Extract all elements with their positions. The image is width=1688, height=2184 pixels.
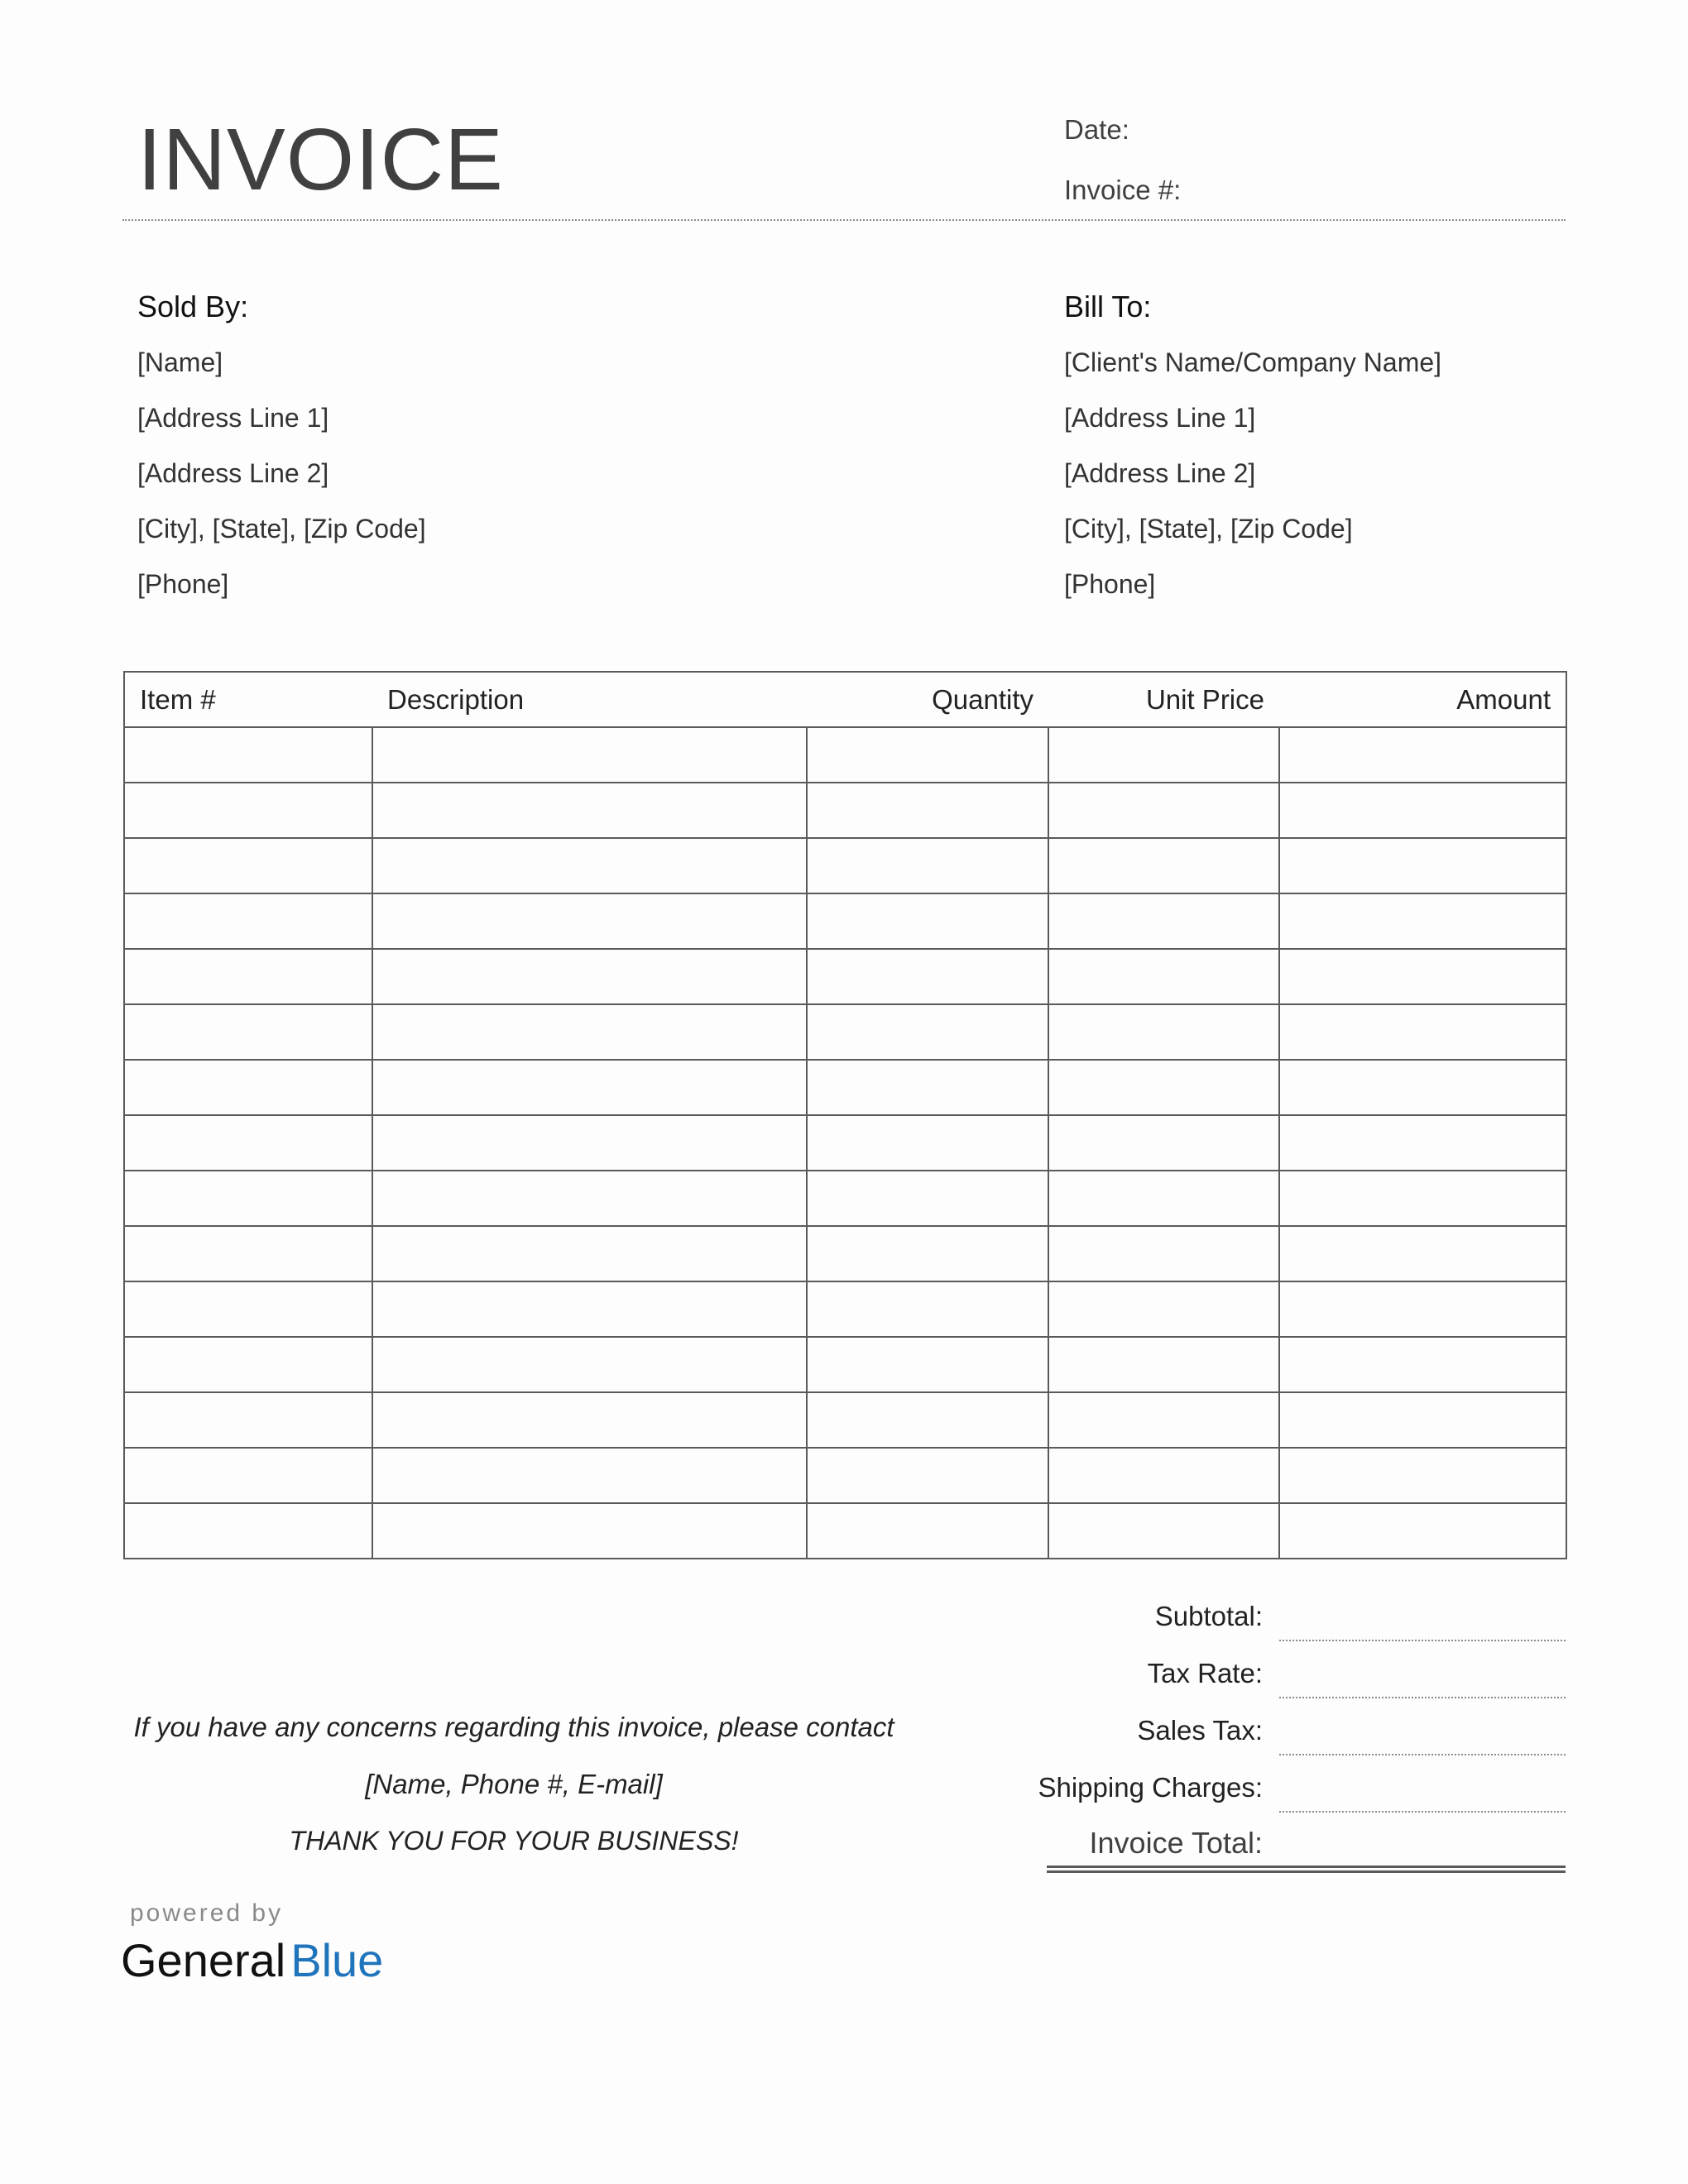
client-address-2: [Address Line 2] xyxy=(1064,458,1256,488)
sales-tax-field[interactable] xyxy=(1279,1754,1566,1755)
generalblue-logo xyxy=(121,1934,384,1986)
item-number-cell[interactable] xyxy=(124,1060,372,1115)
description-cell[interactable] xyxy=(372,1171,807,1226)
invoice-total-double-underline xyxy=(1047,1866,1566,1873)
item-number-cell[interactable] xyxy=(124,1226,372,1281)
quantity-cell[interactable] xyxy=(807,1337,1048,1392)
description-cell[interactable] xyxy=(372,1004,807,1060)
item-number-cell[interactable] xyxy=(124,1503,372,1559)
quantity-cell[interactable] xyxy=(807,1060,1048,1115)
header-divider xyxy=(122,219,1566,221)
quantity-cell[interactable] xyxy=(807,1392,1048,1448)
quantity-cell[interactable] xyxy=(807,1448,1048,1503)
description-cell[interactable] xyxy=(372,838,807,893)
bill-to-heading: Bill To: xyxy=(1064,290,1152,323)
description-cell[interactable] xyxy=(372,1503,807,1559)
table-row xyxy=(124,1171,1566,1226)
subtotal-field[interactable] xyxy=(1279,1640,1566,1641)
description-cell[interactable] xyxy=(372,1392,807,1448)
shipping-charges-label: Shipping Charges: xyxy=(1038,1772,1263,1803)
unit-price-cell[interactable] xyxy=(1048,1392,1279,1448)
column-header-amount: Amount xyxy=(1279,672,1566,727)
amount-cell[interactable] xyxy=(1279,1115,1566,1171)
logo-text-general: General xyxy=(121,1934,286,1986)
invoice-number-label: Invoice #: xyxy=(1064,175,1182,205)
item-number-cell[interactable] xyxy=(124,1337,372,1392)
sold-by-heading: Sold By: xyxy=(137,290,249,323)
invoice-title: INVOICE xyxy=(137,111,504,208)
seller-phone: [Phone] xyxy=(137,569,229,599)
quantity-cell[interactable] xyxy=(807,1115,1048,1171)
client-phone: [Phone] xyxy=(1064,569,1156,599)
table-row xyxy=(124,949,1566,1004)
description-cell[interactable] xyxy=(372,1226,807,1281)
amount-cell[interactable] xyxy=(1279,1281,1566,1337)
powered-by-label: powered by xyxy=(130,1899,284,1927)
table-row xyxy=(124,1226,1566,1281)
concerns-note: If you have any concerns regarding this invoice, please contact xyxy=(133,1712,894,1742)
description-cell[interactable] xyxy=(372,727,807,783)
tax-rate-label: Tax Rate: xyxy=(1147,1658,1263,1688)
description-cell[interactable] xyxy=(372,893,807,949)
contact-placeholder: [Name, Phone #, E-mail] xyxy=(365,1769,663,1799)
unit-price-cell[interactable] xyxy=(1048,1171,1279,1226)
column-header-description: Description xyxy=(372,672,807,727)
table-row xyxy=(124,1115,1566,1171)
quantity-cell[interactable] xyxy=(807,1004,1048,1060)
description-cell[interactable] xyxy=(372,949,807,1004)
amount-cell[interactable] xyxy=(1279,1004,1566,1060)
client-name: [Client's Name/Company Name] xyxy=(1064,347,1442,377)
table-row xyxy=(124,1281,1566,1337)
amount-cell[interactable] xyxy=(1279,1448,1566,1503)
column-header-item-number: Item # xyxy=(124,672,372,727)
unit-price-cell[interactable] xyxy=(1048,838,1279,893)
quantity-cell[interactable] xyxy=(807,838,1048,893)
table-row xyxy=(124,893,1566,949)
amount-cell[interactable] xyxy=(1279,783,1566,838)
description-cell[interactable] xyxy=(372,1281,807,1337)
amount-cell[interactable] xyxy=(1279,1337,1566,1392)
item-number-cell[interactable] xyxy=(124,1281,372,1337)
table-row xyxy=(124,783,1566,838)
unit-price-cell[interactable] xyxy=(1048,1004,1279,1060)
description-cell[interactable] xyxy=(372,1060,807,1115)
description-cell[interactable] xyxy=(372,1448,807,1503)
table-row xyxy=(124,727,1566,783)
column-header-quantity: Quantity xyxy=(807,672,1048,727)
amount-cell[interactable] xyxy=(1279,893,1566,949)
item-number-cell[interactable] xyxy=(124,838,372,893)
client-address-1: [Address Line 1] xyxy=(1064,403,1256,433)
description-cell[interactable] xyxy=(372,783,807,838)
amount-cell[interactable] xyxy=(1279,949,1566,1004)
quantity-cell[interactable] xyxy=(807,727,1048,783)
quantity-cell[interactable] xyxy=(807,949,1048,1004)
amount-cell[interactable] xyxy=(1279,1060,1566,1115)
table-row xyxy=(124,1448,1566,1503)
logo-text-blue: Blue xyxy=(290,1934,384,1986)
column-header-unit-price: Unit Price xyxy=(1048,672,1279,727)
item-number-cell[interactable] xyxy=(124,1392,372,1448)
line-items-table xyxy=(123,671,1567,1559)
item-number-cell[interactable] xyxy=(124,893,372,949)
seller-name: [Name] xyxy=(137,347,223,377)
date-label: Date: xyxy=(1064,114,1129,145)
client-city-state-zip: [City], [State], [Zip Code] xyxy=(1064,514,1353,544)
table-row xyxy=(124,1503,1566,1559)
description-cell[interactable] xyxy=(372,1337,807,1392)
item-number-cell[interactable] xyxy=(124,1171,372,1226)
table-row xyxy=(124,1060,1566,1115)
quantity-cell[interactable] xyxy=(807,1226,1048,1281)
quantity-cell[interactable] xyxy=(807,1503,1048,1559)
item-number-cell[interactable] xyxy=(124,1115,372,1171)
item-number-cell[interactable] xyxy=(124,1004,372,1060)
quantity-cell[interactable] xyxy=(807,1171,1048,1226)
table-row xyxy=(124,1337,1566,1392)
amount-cell[interactable] xyxy=(1279,727,1566,783)
table-row xyxy=(124,838,1566,893)
unit-price-cell[interactable] xyxy=(1048,783,1279,838)
unit-price-cell[interactable] xyxy=(1048,1448,1279,1503)
unit-price-cell[interactable] xyxy=(1048,1115,1279,1171)
amount-cell[interactable] xyxy=(1279,1226,1566,1281)
amount-cell[interactable] xyxy=(1279,1171,1566,1226)
unit-price-cell[interactable] xyxy=(1048,1337,1279,1392)
tax-rate-field[interactable] xyxy=(1279,1697,1566,1698)
unit-price-cell[interactable] xyxy=(1048,727,1279,783)
invoice-total-label: Invoice Total: xyxy=(1089,1826,1263,1860)
table-row xyxy=(124,1392,1566,1448)
sales-tax-label: Sales Tax: xyxy=(1137,1715,1263,1746)
shipping-charges-field[interactable] xyxy=(1279,1811,1566,1813)
unit-price-cell[interactable] xyxy=(1048,1281,1279,1337)
subtotal-label: Subtotal: xyxy=(1154,1601,1263,1631)
amount-cell[interactable] xyxy=(1279,1392,1566,1448)
item-number-cell[interactable] xyxy=(124,1448,372,1503)
unit-price-cell[interactable] xyxy=(1048,1060,1279,1115)
item-number-cell[interactable] xyxy=(124,727,372,783)
quantity-cell[interactable] xyxy=(807,783,1048,838)
item-number-cell[interactable] xyxy=(124,949,372,1004)
amount-cell[interactable] xyxy=(1279,838,1566,893)
seller-city-state-zip: [City], [State], [Zip Code] xyxy=(137,514,426,544)
seller-address-2: [Address Line 2] xyxy=(137,458,329,488)
unit-price-cell[interactable] xyxy=(1048,1226,1279,1281)
amount-cell[interactable] xyxy=(1279,1503,1566,1559)
table-row xyxy=(124,1004,1566,1060)
unit-price-cell[interactable] xyxy=(1048,949,1279,1004)
table-header-row xyxy=(124,672,1566,727)
unit-price-cell[interactable] xyxy=(1048,1503,1279,1559)
item-number-cell[interactable] xyxy=(124,783,372,838)
description-cell[interactable] xyxy=(372,1115,807,1171)
unit-price-cell[interactable] xyxy=(1048,893,1279,949)
thank-you-message: THANK YOU FOR YOUR BUSINESS! xyxy=(289,1826,739,1856)
quantity-cell[interactable] xyxy=(807,893,1048,949)
seller-address-1: [Address Line 1] xyxy=(137,403,329,433)
quantity-cell[interactable] xyxy=(807,1281,1048,1337)
